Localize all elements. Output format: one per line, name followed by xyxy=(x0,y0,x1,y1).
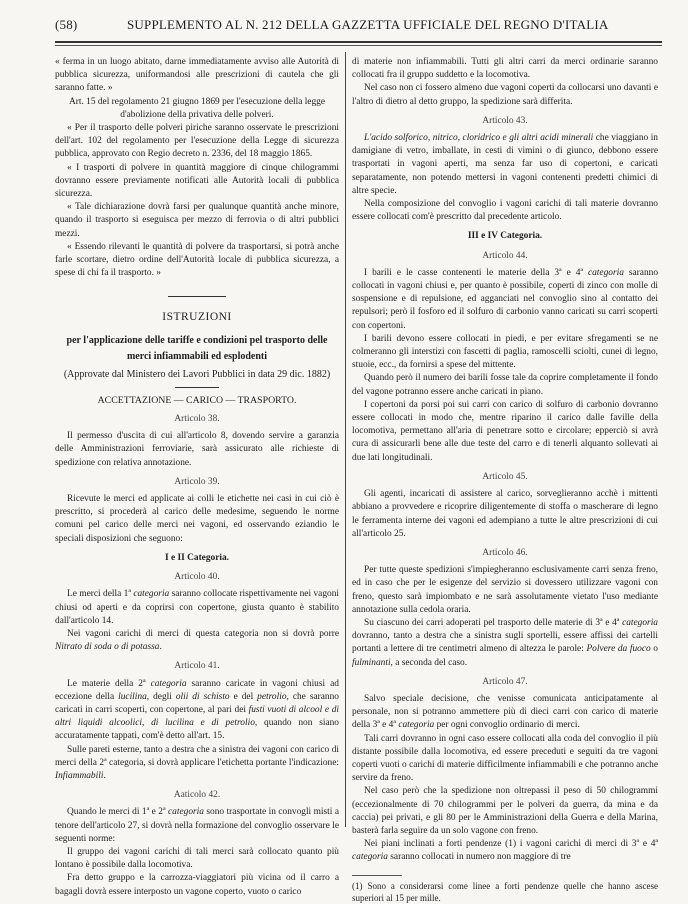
text-run: per ogni convoglio ordinario di merci. xyxy=(434,720,580,731)
italic-text-run: Infiammabili xyxy=(55,770,104,781)
text-run: sono trasportate in convogli misti a tenore dell'articolo 27, si dovrà nella formazione del convoglio osservare le seguenti norme: xyxy=(55,807,339,844)
text-run: , a seconda del caso. xyxy=(390,657,468,668)
text-run: ISTRUZIONI xyxy=(162,311,232,324)
text-run: Art. 15 del regolamento 21 giugno 1869 per l'esecuzione della legge d'abolizione della privativa delle polveri. xyxy=(68,96,326,120)
text-run: I barili devono essere collocati in piedi, e per evitare sfregamenti se ne colmeranno gli interstizi con fascetti di paglia, ramoscelli sciolti, cunei di legno, stuoie, ecc., da fornirsi a spese del mittente. xyxy=(352,333,658,371)
text-run: o xyxy=(650,644,658,655)
text-run: saranno caricate in vagoni chiusi ad eccezione della xyxy=(55,678,339,702)
separator-rule xyxy=(175,387,219,388)
text-run: (1) Sono a considerarsi come linee a forti pendenze quelle che hanno ascese superiori al 15 per mille. xyxy=(352,880,658,903)
article-heading xyxy=(352,115,658,128)
text-run: dovranno, tanto a destra che a sinistra sugli sportelli, essere affissi dei cartelli portanti a lettere di tre centimetri almeno di altezza le parole: xyxy=(352,631,658,655)
text-run: (Approvate dal Ministero dei Lavori Pubblici in data 29 dic. 1882) xyxy=(63,368,331,380)
paragraph xyxy=(55,493,339,546)
header-rule xyxy=(55,41,662,43)
text-run: Nel caso però che la spedizione non oltrepassi il peso di 50 chilogrammi (eccezionalmente di 70 chilogrammi per le polveri da guerra, da mina e da caccia) pei privati, e gli 80 per le Amministrazioni della Guerra e della Marina, basterà farla seguire da un solo vagone con freno. xyxy=(352,786,658,836)
paragraph xyxy=(352,733,658,786)
text-run: Le merci della 1ª xyxy=(67,589,134,600)
text-run: saranno collocati in numero non maggiore di tre xyxy=(387,852,571,863)
paragraph xyxy=(55,806,339,846)
text-run: Articolo 38. xyxy=(174,414,220,425)
approval-note xyxy=(55,368,339,381)
text-run: Nei vagoni carichi di merci di questa categoria non si dovrà porre xyxy=(67,628,339,639)
text-run: Nei piani inclinati a forti pendenze (1) i vagoni carichi di merci di 3ª e 4ª xyxy=(364,839,658,850)
italic-text-run: Nitrato di soda o di potassa xyxy=(55,642,160,653)
text-run: Il gruppo dei vagoni carichi di tali merci sarà collocato quanto più lontano è possibile dalla locomotiva. xyxy=(55,846,339,871)
text-run: I e II Categoria. xyxy=(164,552,230,563)
text-run: . xyxy=(103,770,106,781)
italic-text-run: categoria xyxy=(352,852,388,863)
text-run: Quando le merci di 1ª e 2ª xyxy=(67,807,169,818)
page-header xyxy=(55,17,660,37)
paragraph xyxy=(352,564,658,617)
text-run: « Essendo rilevanti le quantità di polvere da trasportarsi, si potrà anche farle scortare, dietro ordine dell'Autorità locale di pubblica sicurezza, a spese di chi fa il trasporto. » xyxy=(55,241,339,279)
paragraph xyxy=(352,488,658,541)
text-run: , degli xyxy=(146,691,176,702)
italic-text-run: categoria xyxy=(168,807,204,818)
paragraph xyxy=(352,372,658,398)
italic-text-run: fulminanti xyxy=(352,657,391,668)
text-run: Articolo 40. xyxy=(174,572,220,583)
paragraph xyxy=(55,162,339,202)
italic-text-run: categoria xyxy=(587,267,624,278)
text-run: Aaticolo 42. xyxy=(173,790,221,801)
article-heading xyxy=(55,476,339,489)
text-run: « I trasporti di polvere in quantità maggiore di cinque chilogrammi dovranno essere previamente notificati alle Autorità locali di pubblica sicurezza. xyxy=(55,162,339,200)
paragraph xyxy=(55,56,339,96)
italic-text-run: olii di schisto xyxy=(175,691,230,702)
article-heading xyxy=(55,660,339,673)
paragraph xyxy=(55,744,339,784)
italic-text-run: L'acido solforico, nitrico, cloridrico e gli altri acidi minerali xyxy=(364,133,594,144)
paragraph xyxy=(352,132,658,198)
text-run: Salvo speciale decisione, che venisse comunicata anticipatamente al personale, non si potranno ammettere più di dieci carri con carico di materie della 3ª e 4ª xyxy=(352,693,658,731)
text-run: Nella composizione del convoglio i vagoni carichi di tali materie dovranno essere collocati com'è prescritto dal precedente articolo. xyxy=(352,199,658,223)
text-run: ACCETTAZIONE — CARICO — TRASPORTO. xyxy=(97,394,297,406)
document-title xyxy=(55,311,339,324)
italic-text-run: categoria xyxy=(622,617,658,628)
paragraph xyxy=(352,82,658,108)
text-run: . xyxy=(159,642,162,653)
text-run: Per tutte queste spedizioni s'impiegheranno esclusivamente carri senza freno, ed in caso che per le esigenze del servizio si dovessero utilizzare vagoni con freno, questo sarà impiombato e ne sarà assolutamente vietato l'uso mediante annotazione sulla cedola oraria. xyxy=(352,565,658,615)
category-heading xyxy=(352,230,658,243)
text-run: Articolo 44. xyxy=(482,250,528,261)
text-run: « ferma in un luogo abitato, darne immediatamente avviso alle Autorità di pubblica sicurezza, uniformandosi alle prescrizioni di cautela che gli saranno fatte. » xyxy=(55,57,339,94)
left-column xyxy=(55,56,339,899)
text-run: I copertoni da porsi poi sui carri con carico di solfuro di carbonio dovranno essere collocati in modo che, mentre riparino il carico dalle faville della locomotiva, permettano all'aria di penetrare sotto e circolare; epperciò si avrà cura di assicurarli bene alle due teste del carro e di tenerli alquanto sollevati ai due lati longitudinali. xyxy=(352,399,658,463)
text-run: per l'applicazione delle tariffe e condizioni pel trasporto delle merci infiammabili ed esplodenti xyxy=(66,334,328,362)
text-run: e del xyxy=(229,691,258,702)
paragraph xyxy=(352,399,658,465)
section-heading xyxy=(55,394,339,407)
text-run: Articolo 47. xyxy=(482,676,528,687)
article-heading xyxy=(55,571,339,584)
italic-text-run: fusti vuoti di alcool e di altri liquidi alcoolici, di lucilina e di petrolio xyxy=(55,704,339,729)
text-run: di materie non infiammabili. Tutti gli altri carri da merci ordinarie saranno collocati fra il gruppo suddetto e la locomotiva. xyxy=(352,57,658,81)
text-run: Gli agenti, incaricati di assistere al carico, sorveglieranno acchè i mittenti abbiano a provvedere e ricoprire diligentemente di stoffa o mascherare di legno le ferramenta interne dei vagoni ed adempiano a tutte le altre prescrizioni di cui all'articolo 25. xyxy=(352,489,658,539)
text-run: saranno collocate rispettivamente nei vagoni chiusi od aperti e da coprirsi con copertone, giusta quanto è stabilito dall'articolo 14. xyxy=(55,589,339,626)
paragraph xyxy=(55,201,339,241)
separator-rule xyxy=(168,296,226,297)
paragraph xyxy=(55,846,339,872)
page-number: (58) xyxy=(55,17,78,32)
text-run: III e IV Categoria. xyxy=(467,231,543,242)
text-run: Articolo 46. xyxy=(482,547,528,558)
paragraph xyxy=(352,838,658,864)
text-run: « Per il trasporto delle polveri piriche saranno osservate le prescrizioni dell'art. 102 del regolamento per l'esecuzione della Legge di sicurezza pubblica, approvato con Regio decreto n. 2336, del 18 maggio 1865. xyxy=(55,123,339,160)
text-run: che viaggiano in damigiane di vetro, imballate, in cesti di vimini o di giunco, debbono essere trasportati in vagoni aperti, ma senza far uso di copertoni, e caricati separatamente, non potendo mettersi in vagoni contenenti predetti chimici di altre specie. xyxy=(352,133,658,196)
article-heading xyxy=(352,471,658,484)
gazette-title: SUPPLEMENTO AL N. 212 DELLA GAZZETTA UFFICIALE DEL REGNO D'ITALIA xyxy=(127,17,609,32)
paragraph xyxy=(55,628,339,654)
text-run: saranno collocati in vagoni chiusi e, per quanto è possibile, coperti di zinco con molle di sospensione e di repulsione, ed agganciati nel convoglio sino al contatto dei repulsori; però il fosforo ed il solfuro di carbonio vanno caricati su carri scoperti con copertoni. xyxy=(352,267,659,331)
column-divider xyxy=(345,52,346,827)
text-run: Articolo 39. xyxy=(174,476,220,487)
paragraph xyxy=(352,333,658,373)
text-run: Nel caso non ci fossero almeno due vagoni coperti da collocarsi uno davanti e l'altro di dietro al detto gruppo, la spedizione sarà differita. xyxy=(352,83,658,107)
italic-text-run: categoria xyxy=(398,720,435,731)
article-heading xyxy=(352,547,658,560)
paragraph xyxy=(352,267,658,333)
category-heading xyxy=(55,552,339,565)
text-run: Sulle pareti esterne, tanto a destra che a sinistra dei vagoni con carico di merci della 2ª categoria, si dovrà applicare l'etichetta portante l'indicazione: xyxy=(55,744,339,768)
text-run: Tali carri dovranno in ogni caso essere collocati alla coda del convoglio il più distante possibile dalla locomotiva, ed essere preceduti e seguiti da tre vagoni coperti vuoti o carichi di materie difficilmente infiammabili e che potranno anche servire da freno. xyxy=(352,733,658,784)
paragraph xyxy=(55,678,339,744)
article-heading xyxy=(352,250,658,263)
paragraph xyxy=(55,430,339,470)
text-run: , quando non siano accuratamente tappati, com'è detto all'art. 15. xyxy=(55,718,339,742)
paragraph xyxy=(352,198,658,224)
article-heading xyxy=(55,413,339,426)
paragraph xyxy=(352,693,658,733)
italic-text-run: categoria xyxy=(150,678,187,689)
text-run: Ricevute le merci ed applicate ai colli le etichette nei casi in cui ciò è prescritto, si procederà al carico delle medesime, seguendo le norme comuni pel carico delle merci nei vagoni, ed osservando eziandio le speciali disposizioni che seguono: xyxy=(55,494,339,544)
italic-text-run: Polvere da fuoco xyxy=(586,644,651,655)
right-column xyxy=(352,56,658,904)
paragraph xyxy=(55,241,339,281)
text-run: Quando però il numero dei barili fosse tale da coprire completamente il fondo del vagone potranno essere anche caricati in piano. xyxy=(352,373,658,397)
paragraph xyxy=(55,122,339,162)
italic-text-run: categoria xyxy=(133,589,170,600)
paragraph xyxy=(352,617,658,670)
text-run: I barili e le casse contenenti le materie della 3ª e 4ª xyxy=(364,267,588,278)
text-run: Su ciascuno dei carri adoperati pel trasporto delle materie di 3ª e 4ª xyxy=(364,617,623,628)
article-heading xyxy=(55,789,339,802)
paragraph xyxy=(55,588,339,628)
text-run: , che saranno caricati in carri scoperti, con copertone, al pari dei xyxy=(55,691,339,715)
text-run: « Tale dichiarazione dovrà farsi per qualunque quantità anche minore, quando il trasporto si eseguisca per mezzo di ferrovia o di altri pubblici mezzi. xyxy=(55,202,339,239)
paragraph xyxy=(352,785,658,838)
paragraph xyxy=(352,56,658,82)
document-subtitle xyxy=(55,333,339,365)
text-run: Le materie della 2ª xyxy=(67,678,151,689)
text-run: Articolo 45. xyxy=(482,471,528,482)
paragraph xyxy=(55,872,339,898)
text-run: Articolo 43. xyxy=(482,115,528,126)
text-run: Articolo 41. xyxy=(174,661,220,672)
footnote-rule xyxy=(352,875,402,876)
header-rule-thin xyxy=(55,45,662,46)
italic-text-run: lucilina xyxy=(118,691,147,702)
article-heading xyxy=(352,676,658,689)
text-run: Fra detto gruppo e la carrozza-viaggiatori più vicina od il carro a bagagli dovrà essere interposto un vagone coperto, vuoto o carico xyxy=(55,873,339,897)
section-caption xyxy=(55,96,339,122)
text-run: Il permesso d'uscita di cui all'articolo 8, dovendo servire a garanzia delle Amministrazioni ferroviarie, sarà assicurato alle richieste di spedizione con relativa annotazione. xyxy=(55,431,339,468)
italic-text-run: petrolio xyxy=(257,691,287,702)
